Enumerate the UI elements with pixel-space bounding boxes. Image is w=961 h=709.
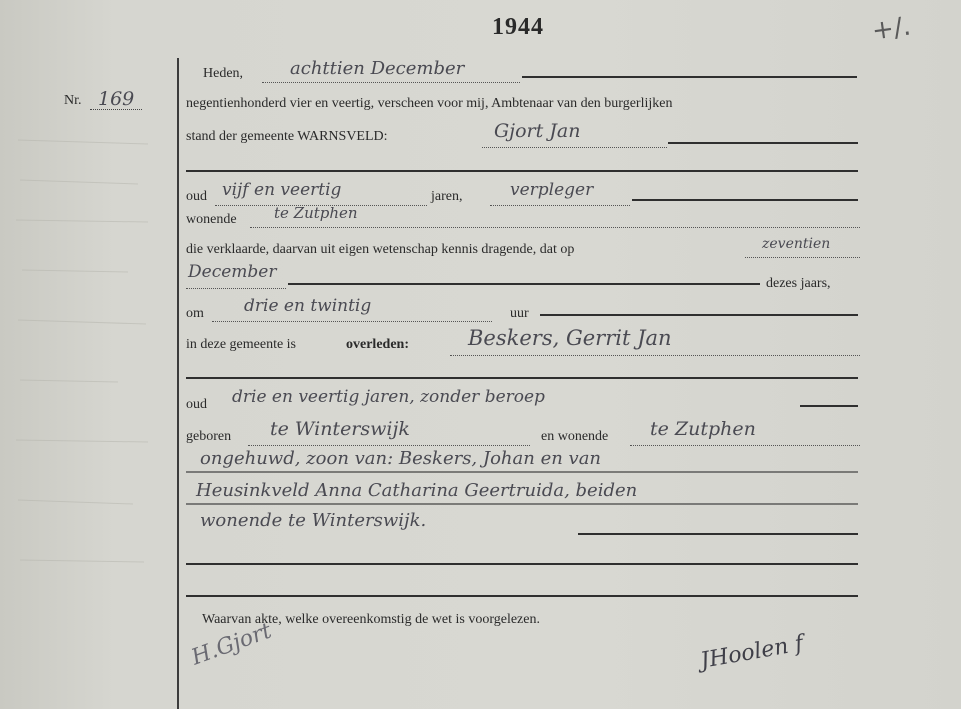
rule-line-16 [578,533,858,535]
right-signature: JHoolen f [698,631,806,674]
rule-line-8 [288,283,760,285]
closing-text: Waarvan akte, welke overeenkomstig de wet is voorgelezen. [202,612,540,627]
declarant-dotted-line [482,147,667,148]
death-month-dotted-line [186,288,286,289]
rule-line-15 [186,503,858,505]
rule-line-1 [522,76,857,78]
rule-line-9 [540,314,858,316]
occupation-dotted-line [490,205,630,206]
wonende-label: wonende [186,212,237,227]
date-handwritten: achttien December [290,58,465,79]
nr-value: 169 [98,88,135,110]
dezes-jaars-label: dezes jaars, [766,276,831,291]
deceased-name: Beskers, Gerrit Jan [468,326,672,350]
parents-line-b: Heusinkveld Anna Catharina Geertruida, beiden [196,480,638,501]
rule-line-12 [800,405,858,407]
age-handwritten: vijf en veertig [222,180,342,200]
rule-line-11 [186,377,858,379]
margin-line [177,58,179,709]
nr-label: Nr. [64,93,82,108]
residence-handwritten: te Zutphen [274,204,358,222]
oud-label: oud [186,189,207,204]
hour-handwritten: drie en twintig [244,296,372,316]
uur-label: uur [510,306,529,321]
en-wonende-label: en wonende [541,429,609,444]
birthplace-dotted-line [248,445,530,446]
deceased-residence-handwritten: te Zutphen [650,418,756,440]
heden-label: Heden, [203,66,244,81]
residence-dotted-line [250,227,860,228]
declarant-name: Gjort Jan [494,120,581,142]
year-heading: 1944 [492,14,544,40]
jaren-label: jaren, [431,189,463,204]
oud2-label: oud [186,397,207,412]
rule-line-5 [632,199,858,201]
occupation-handwritten: verpleger [510,180,594,200]
left-signature: H.Gjort [188,618,275,671]
om-label: om [186,306,204,321]
parents-line-c: wonende te Winterswijk. [200,510,427,531]
line2-text: negentienhonderd vier en veertig, verscheen voor mij, Ambtenaar van den burgerlijken [186,96,673,111]
date-dotted-line [262,82,520,83]
rule-line-17 [186,563,858,565]
deceased-dotted-line [450,355,860,356]
death-day-handwritten: zeventien [762,236,831,252]
hour-dotted-line [212,321,492,322]
rule-line-14 [186,471,858,473]
rule-line-18 [186,595,858,597]
line3-text: stand der gemeente WARNSVELD: [186,129,388,144]
rule-line-4 [186,170,858,172]
rule-line-3 [668,142,858,144]
deceased-residence-dotted-line [630,445,860,446]
overleden-prefix: in deze gemeente is [186,337,297,352]
death-month-handwritten: December [188,262,277,282]
deceased-age-handwritten: drie en veertig jaren, zonder beroep [232,387,545,407]
death-day-dotted-line [745,257,860,258]
bleed-through-marks [8,120,158,600]
birthplace-handwritten: te Winterswijk [270,418,410,440]
verklaarde-text: die verklaarde, daarvan uit eigen wetenschap kennis dragende, dat op [186,242,575,257]
overleden-label: overleden: [346,337,409,352]
geboren-label: geboren [186,429,232,444]
parents-line-a: ongehuwd, zoon van: Beskers, Johan en van [200,448,602,469]
corner-mark: +/. [870,11,913,47]
